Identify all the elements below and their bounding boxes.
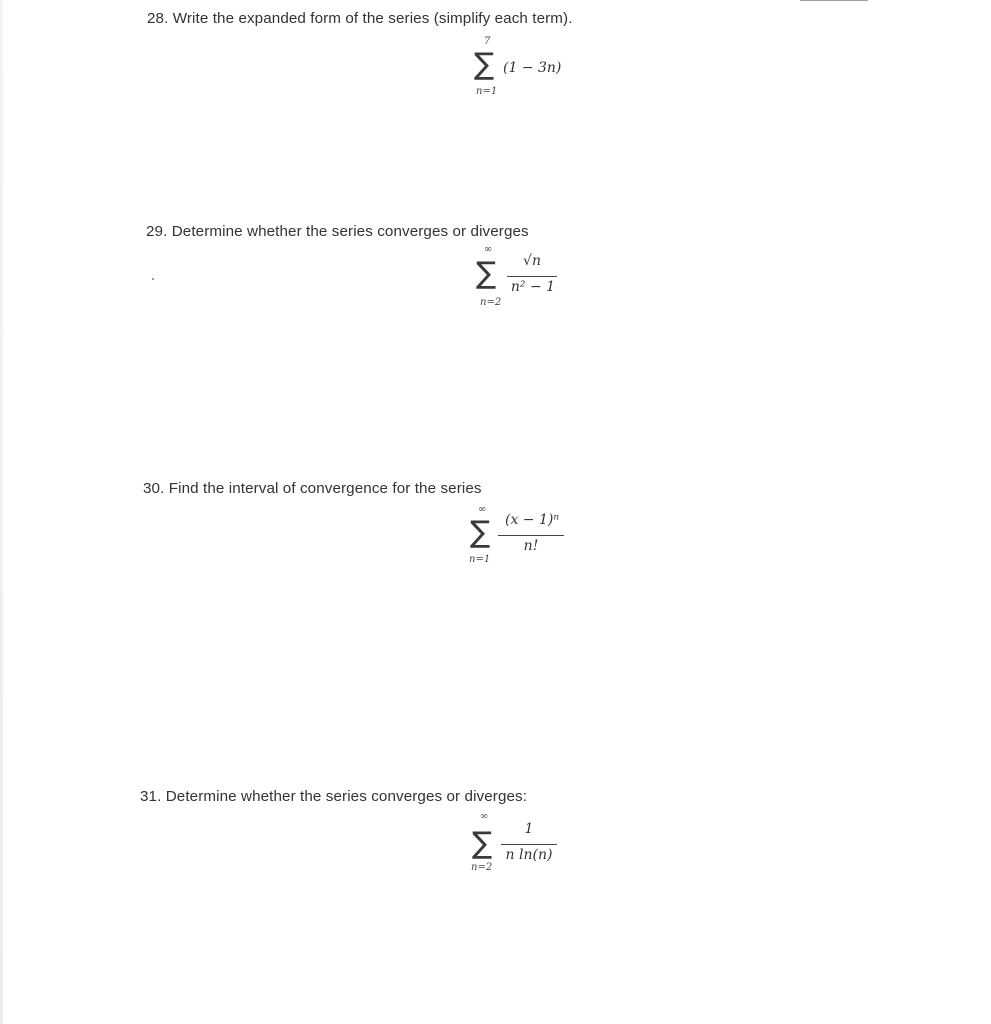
fraction-bar [498,535,564,536]
fraction-numerator: 1 [524,821,534,837]
sigma-symbol: ∑ [470,515,491,550]
problem-30-prompt: 30. Find the interval of convergence for the series [143,480,482,497]
problem-31-prompt: 31. Determine whether the series converges or diverges: [140,788,528,805]
sum-upper-limit: ∞ [484,244,493,255]
sum-lower-limit: n=2 [480,297,502,308]
fraction-denominator: n ln(n) [505,847,553,863]
sum-lower-limit: n=2 [471,862,493,873]
fraction-denominator: n! [523,538,539,554]
sum-lower-limit: n=1 [476,86,498,97]
sum-upper-limit: ∞ [480,811,489,822]
sigma-symbol: ∑ [472,826,493,861]
problem-28-prompt: 28. Write the expanded form of the series (simplify each term). [147,10,573,27]
page-left-edge [0,0,3,1024]
sigma-symbol: ∑ [476,256,497,291]
fraction-denominator: n² − 1 [510,279,556,295]
fraction-numerator: (x − 1)ⁿ [504,512,560,528]
sum-lower-limit: n=1 [469,554,491,565]
paper-speck [152,278,154,280]
top-rule [800,0,868,1]
sum-upper-limit: 7 [484,36,491,47]
fraction-bar [507,276,557,277]
sum-upper-limit: ∞ [478,504,487,515]
problem-29-prompt: 29. Determine whether the series converges or diverges [146,223,529,240]
fraction-numerator: √n [523,253,541,269]
sum-term: (1 − 3n) [503,60,562,76]
fraction-bar [501,844,557,845]
sigma-symbol: ∑ [474,47,495,82]
